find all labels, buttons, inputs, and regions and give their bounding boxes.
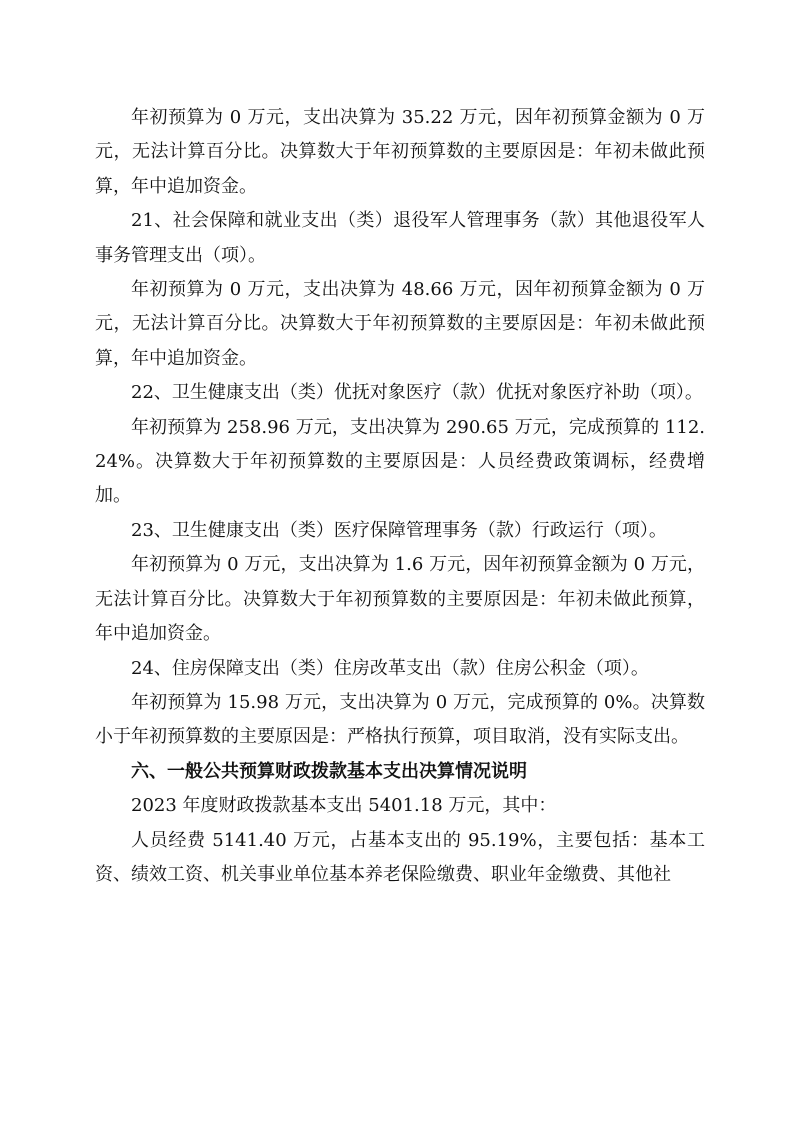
- paragraph-budget-note-22: 年初预算为 258.96 万元，支出决算为 290.65 万元，完成预算的 112.24%。决算数大于年初预算数的主要原因是：人员经费政策调标，经费增加。: [95, 416, 705, 507]
- item-heading-24: 24、住房保障支出（类）住房改革支出（款）住房公积金（项）。: [131, 657, 649, 679]
- paragraph-budget-note-20: 年初预算为 0 万元，支出决算为 35.22 万元，因年初预算金额为 0 万元，无法计算百分比。决算数大于年初预算数的主要原因是：年初未做此预算，年中追加资金。: [95, 107, 705, 197]
- item-heading-22: 22、卫生健康支出（类）优抚对象医疗（款）优抚对象医疗补助（项）。: [131, 382, 703, 404]
- paragraph-personnel-expenses: 人员经费 5141.40 万元，占基本支出的 95.19%，主要包括：基本工资、绩效工资、机关事业单位基本养老保险缴费、职业年金缴费、其他社: [95, 829, 705, 885]
- item-heading-23: 23、卫生健康支出（类）医疗保障管理事务（款）行政运行（项）。: [131, 519, 667, 541]
- paragraph-budget-note-24: 年初预算为 15.98 万元，支出决算为 0 万元，完成预算的 0%。决算数小于年初预算数的主要原因是：严格执行预算，项目取消，没有实际支出。: [95, 691, 705, 748]
- item-heading-21: 21、社会保障和就业支出（类）退役军人管理事务（款）其他退役军人事务管理支出（项）。: [95, 210, 705, 266]
- document-body: [95, 101, 705, 892]
- paragraph-basic-expenditure-total: 2023 年度财政拨款基本支出 5401.18 万元，其中：: [131, 795, 557, 817]
- paragraph-budget-note-21: 年初预算为 0 万元，支出决算为 48.66 万元，因年初预算金额为 0 万元，无法计算百分比。决算数大于年初预算数的主要原因是：年初未做此预算，年中追加资金。: [95, 279, 705, 369]
- paragraph-budget-note-23: 年初预算为 0 万元，支出决算为 1.6 万元，因年初预算金额为 0 万元，无法计算百分比。决算数大于年初预算数的主要原因是：年初未做此预算，年中追加资金。: [95, 554, 705, 645]
- section-heading-6: 六、一般公共预算财政拨款基本支出决算情况说明: [131, 760, 527, 782]
